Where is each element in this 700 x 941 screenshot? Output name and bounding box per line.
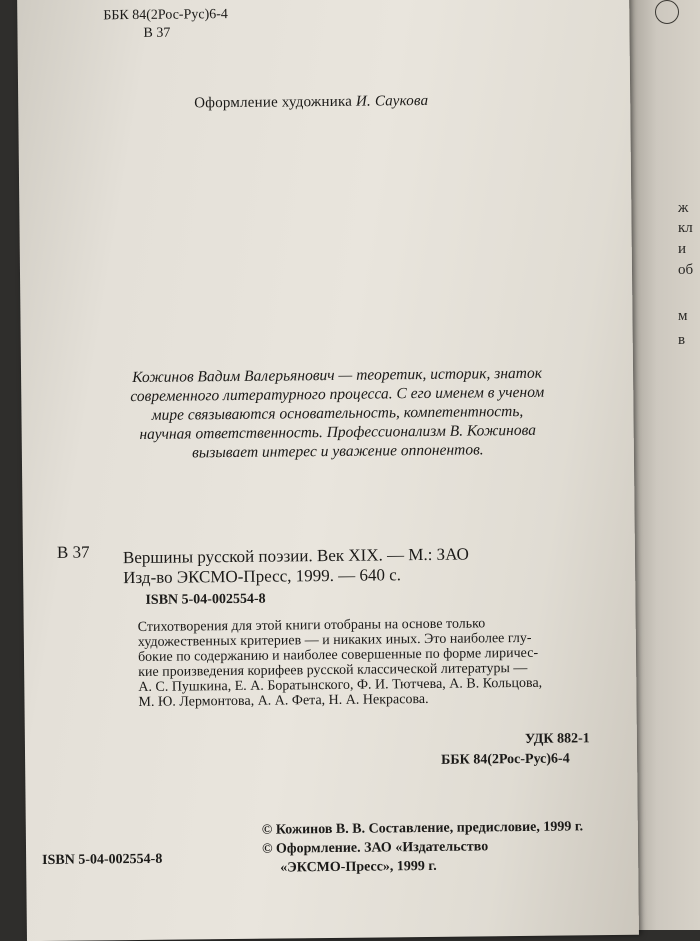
catalog-index: В 37 [56, 542, 90, 562]
annotation-line: А. С. Пушкина, Е. А. Боратынского, Ф. И. Тютчева, А. В. Кольцова, [138, 675, 543, 695]
copyright-line: © Кожинов В. В. Составление, предисловие, 1999 г. [261, 819, 584, 838]
copyright-isbn: ISBN 5-04-002554-8 [42, 851, 163, 869]
adjacent-text-fragment: ж [678, 200, 689, 216]
bio-line: современного литературного процесса. С его именем в ученом [130, 383, 545, 406]
annotation-line: кие произведения корифеев русской классической литературы — [138, 660, 528, 680]
adjacent-text-fragment: и [678, 241, 687, 257]
adjacent-page-edge [628, 0, 700, 930]
copyright-block [262, 817, 584, 877]
annotation-line: Стихотворения для этой книги отобраны на основе только [137, 616, 486, 636]
top-index-code: В 37 [143, 25, 171, 41]
annotation-line: М. Ю. Лермонтова, А. А. Фета, Н. А. Некрасова. [138, 691, 429, 710]
adjacent-text-fragment: кл [678, 220, 693, 236]
catalog-isbn: ISBN 5-04-002554-8 [145, 591, 266, 608]
adjacent-text-fragment: в [678, 332, 686, 348]
udk-code: УДК 882-1 [524, 731, 590, 747]
bio-line: Кожинов Вадим Валерьянович — теоретик, историк, знаток [132, 364, 543, 387]
bbk-code: ББК 84(2Рос-Рус)6-4 [441, 751, 570, 768]
artist-credit [194, 93, 428, 112]
adjacent-text-fragment: об [678, 262, 694, 278]
artist-credit-label: Оформление художника [194, 93, 353, 112]
bio-line: научная ответственность. Профессионализм В. Кожинова [139, 421, 537, 443]
copyright-line: «ЭКСМО-Пресс», 1999 г. [280, 858, 437, 876]
book-annotation [138, 615, 599, 710]
bio-line: мире связываются основательность, компетентность, [151, 402, 524, 424]
copyright-line: © Оформление. ЗАО «Издательство [261, 839, 489, 857]
artist-name: И. Саукова [355, 92, 429, 110]
annotation-line: художественных критериев — и никаких иных. Это наиболее глу- [137, 630, 532, 651]
bio-line: вызывает интерес и уважение оппонентов. [192, 441, 484, 462]
catalog-entry-line: Изд-во ЭКСМО-Пресс, 1999. — 640 с. [123, 565, 402, 588]
circle-stamp-icon [655, 0, 679, 24]
adjacent-text-fragment: м [678, 308, 688, 324]
catalog-entry [123, 545, 469, 589]
top-bbk-code: ББК 84(2Рос-Рус)6-4 [103, 7, 228, 24]
book-imprint-page [17, 0, 639, 941]
author-bio [57, 363, 618, 464]
catalog-entry-line: Вершины русской поэзии. Век XIX. — М.: ЗАО [122, 544, 469, 568]
annotation-line: бокие по содержанию и наиболее совершенные по форме лиричес- [137, 645, 539, 665]
